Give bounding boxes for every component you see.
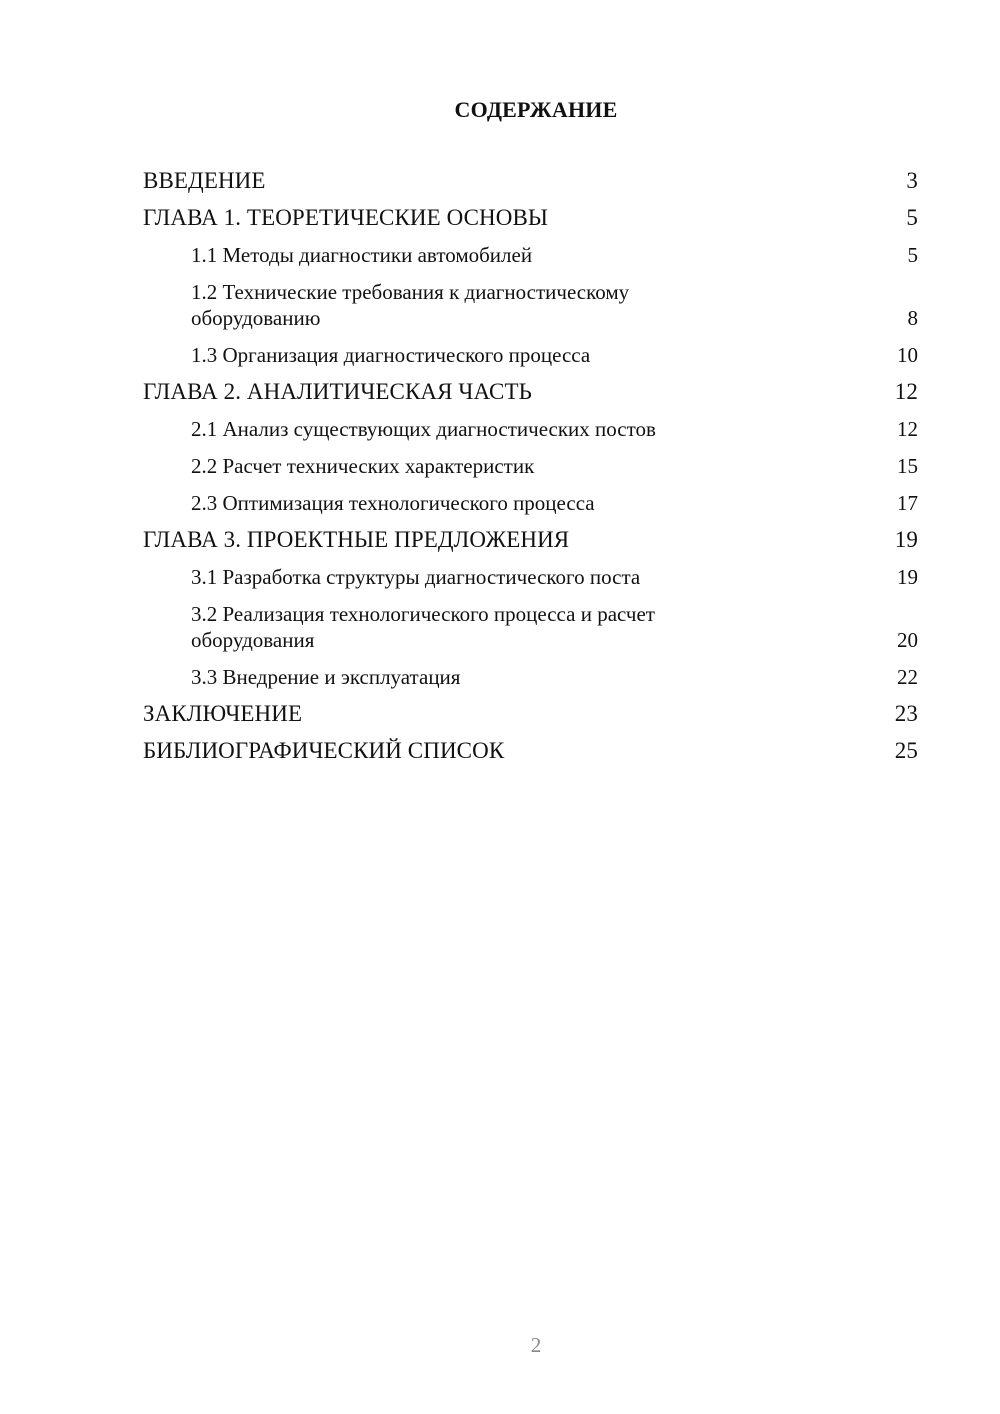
toc-entry-page: 10 xyxy=(897,343,918,367)
toc-entry-text: ГЛАВА 1. ТЕОРЕТИЧЕСКИЕ ОСНОВЫ xyxy=(143,205,549,230)
toc-entry-page: 3 xyxy=(906,168,918,193)
toc-entry-text: ВВЕДЕНИЕ xyxy=(143,168,266,193)
toc-entry-page: 5 xyxy=(906,205,918,230)
toc-entry-page: 19 xyxy=(897,565,918,589)
page-title: СОДЕРЖАНИЕ xyxy=(454,97,618,122)
toc-entry-page: 19 xyxy=(894,527,918,552)
toc-entry xyxy=(143,664,920,690)
toc-entry xyxy=(143,564,920,590)
toc-entry-text: 2.2 Расчет технических характеристик xyxy=(191,454,535,478)
toc-entry-text: 2.3 Оптимизация технологического процесса xyxy=(191,491,595,515)
toc-entry-page: 5 xyxy=(907,243,918,267)
toc-entry-page: 12 xyxy=(897,417,918,441)
toc-entry-page: 25 xyxy=(894,738,918,763)
toc-entry-page: 20 xyxy=(897,628,918,652)
toc-entry xyxy=(143,416,920,442)
toc-entry-page: 23 xyxy=(894,701,918,726)
toc-entry xyxy=(143,168,920,194)
toc-entry-text: ГЛАВА 2. АНАЛИТИЧЕСКАЯ ЧАСТЬ xyxy=(143,379,532,404)
toc-entry-text: ГЛАВА 3. ПРОЕКТНЫЕ ПРЕДЛОЖЕНИЯ xyxy=(143,527,570,552)
footer-page-number: 2 xyxy=(530,1333,542,1357)
toc-entry xyxy=(143,527,920,553)
toc-entry-text: 2.1 Анализ существующих диагностических постов xyxy=(191,417,656,441)
toc-entry xyxy=(143,453,920,479)
toc-entry xyxy=(143,205,920,231)
toc-entry-page: 8 xyxy=(907,306,918,330)
toc-entry xyxy=(143,242,920,268)
toc-entry-text: 3.1 Разработка структуры диагностического поста xyxy=(191,565,641,589)
toc-entry xyxy=(143,738,920,764)
toc-entry xyxy=(143,490,920,516)
toc-entry-text: 3.3 Внедрение и эксплуатация xyxy=(191,665,461,689)
toc-entry-text: БИБЛИОГРАФИЧЕСКИЙ СПИСОК xyxy=(143,738,505,763)
toc-entry xyxy=(143,701,920,727)
toc-entry-text: 3.2 Реализация технологического процесса и расчет оборудования xyxy=(191,602,655,652)
toc-entry-page: 12 xyxy=(894,379,918,404)
toc-entry xyxy=(143,342,920,368)
toc-entry xyxy=(143,379,920,405)
toc-entry-text: 1.2 Технические требования к диагностическому оборудованию xyxy=(191,280,630,330)
toc-entry xyxy=(143,601,920,653)
toc-entry xyxy=(143,279,920,331)
toc-entry-page: 17 xyxy=(897,491,918,515)
toc-entry-text: ЗАКЛЮЧЕНИЕ xyxy=(143,701,303,726)
toc-entry-page: 15 xyxy=(897,454,918,478)
toc-entry-page: 22 xyxy=(897,665,918,689)
table-of-contents xyxy=(143,168,920,775)
toc-entry-text: 1.1 Методы диагностики автомобилей xyxy=(191,243,533,267)
toc-entry-text: 1.3 Организация диагностического процесса xyxy=(191,343,591,367)
